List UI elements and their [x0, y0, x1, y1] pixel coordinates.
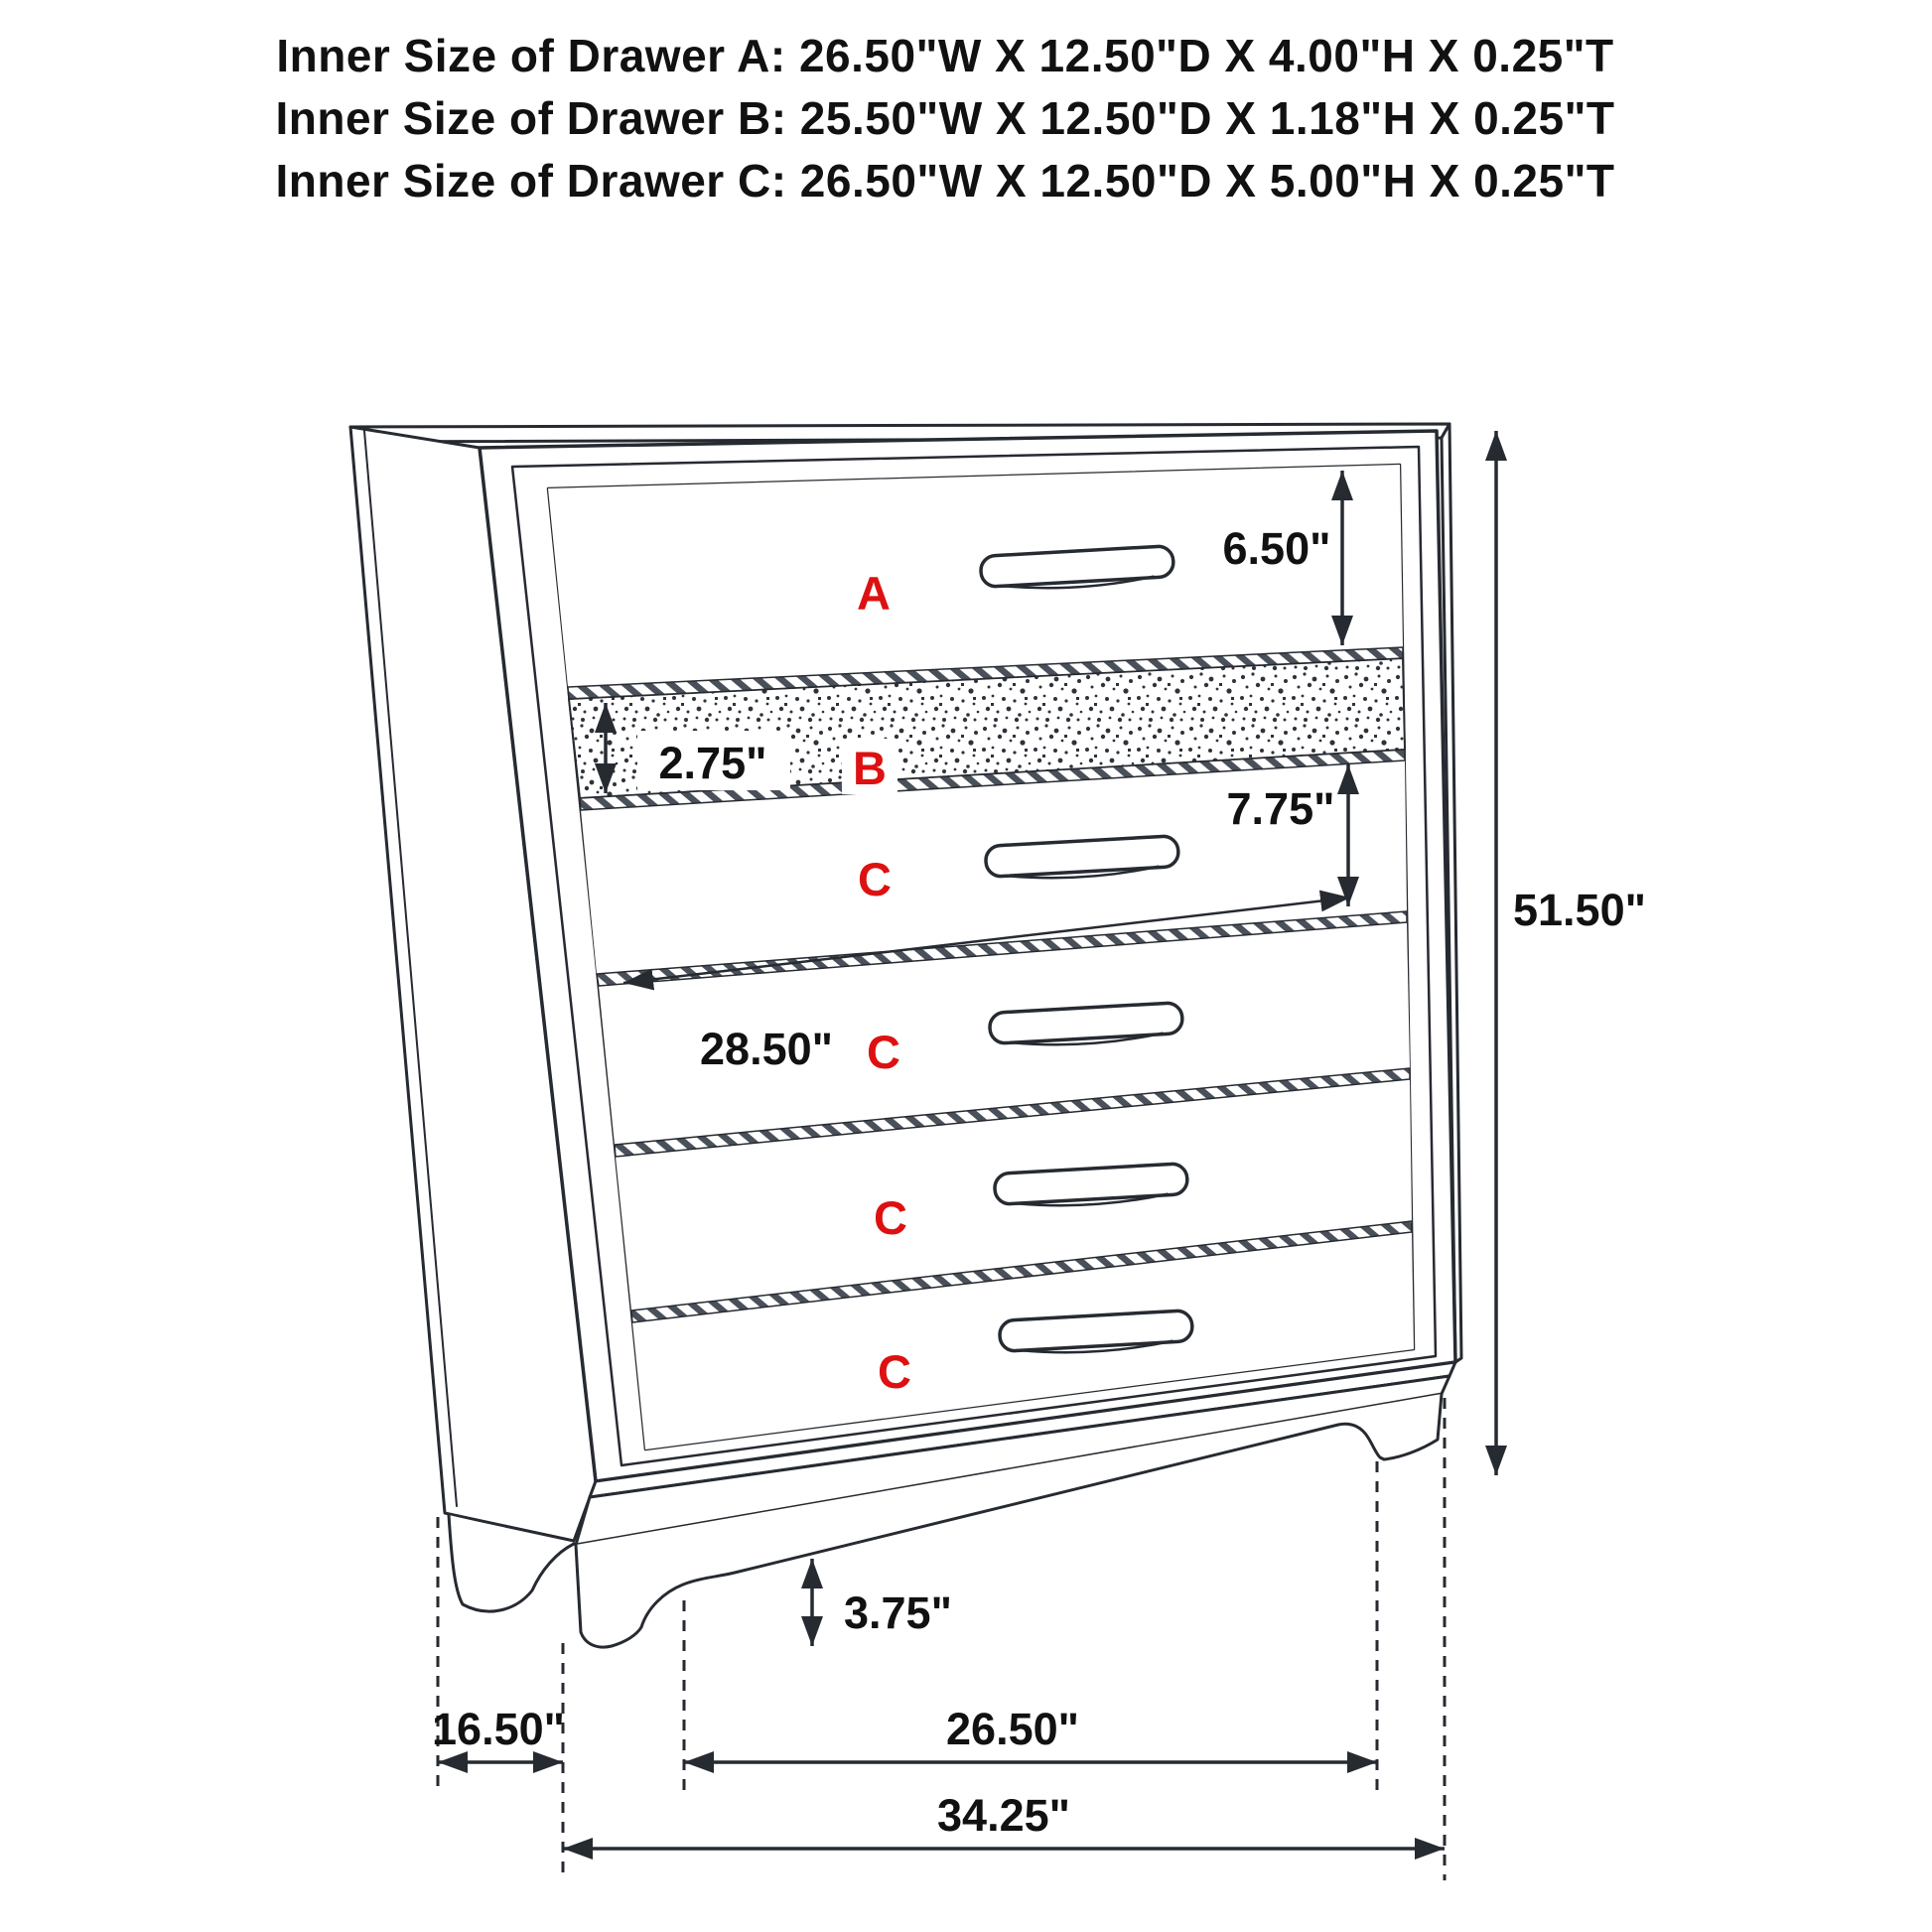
drawer-c2-label: C [867, 1026, 900, 1078]
drawer-b-label: B [853, 742, 887, 794]
dimension-label-inner-width: 28.50" [700, 1024, 833, 1074]
dimension-label-drawer-c-height: 7.75" [1226, 783, 1335, 834]
dimension-label-side-depth: 16.50" [432, 1704, 565, 1754]
header-line-drawer-a: Inner Size of Drawer A: 26.50"W X 12.50"D X 4.00"H X 0.25"T [276, 30, 1614, 81]
dimension-label-drawer-a-height: 6.50" [1222, 523, 1331, 574]
cabinet-drawing [350, 424, 1461, 1647]
dimension-label-overall-width: 34.25" [937, 1790, 1070, 1841]
drawer-c3-label: C [874, 1191, 907, 1244]
drawer-a-label: A [857, 567, 891, 620]
header-line-drawer-c: Inner Size of Drawer C: 26.50"W X 12.50"D X 5.00"H X 0.25"T [275, 155, 1615, 207]
dimension-label-drawer-b-height: 2.75" [658, 738, 767, 788]
dimension-label-foot-height: 3.75" [844, 1587, 952, 1638]
header-line-drawer-b: Inner Size of Drawer B: 25.50"W X 12.50"D X 1.18"H X 0.25"T [275, 92, 1615, 144]
drawer-c4-label: C [878, 1345, 911, 1398]
header-text-block [275, 30, 1614, 207]
dimension-label-front-leg-width: 26.50" [946, 1704, 1079, 1754]
drawer-c1-label: C [858, 853, 892, 905]
dimension-label-overall-height: 51.50" [1513, 885, 1646, 935]
